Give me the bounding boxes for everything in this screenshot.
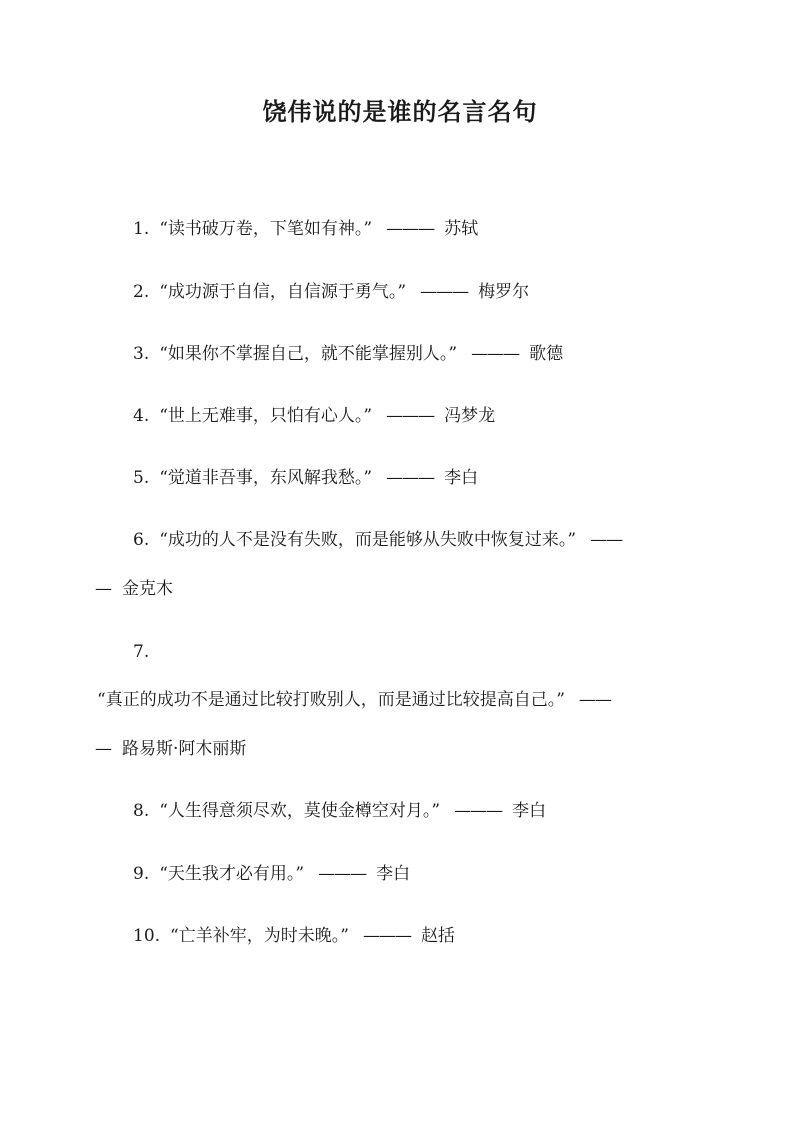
quote-text: “人生得意须尽欢，莫使金樽空对月。” (159, 801, 441, 821)
quote-item-1 (133, 217, 478, 241)
quote-item-5 (133, 466, 478, 490)
quote-number: 1. (133, 219, 150, 239)
quote-item-6-continuation (95, 577, 173, 601)
quote-author: 歌德 (529, 344, 564, 364)
page-title: 饶伟说的是谁的名言名句 (262, 97, 538, 126)
quote-item-7-text-line (97, 688, 621, 712)
quote-dash: ——— (362, 926, 411, 946)
quote-dash-part2: — (95, 739, 112, 759)
quote-dash-part2: — (95, 579, 112, 599)
quote-item-8 (133, 799, 546, 823)
quote-text: “世上无难事，只怕有心人。” (159, 406, 373, 426)
quote-number: 2. (133, 282, 150, 302)
quote-number: 10. (133, 926, 161, 946)
quote-text: “成功的人不是没有失败，而是能够从失败中恢复过来。” (159, 530, 577, 550)
quote-text: “如果你不掌握自己，就不能掌握别人。” (159, 344, 458, 364)
quote-number: 6. (133, 530, 150, 550)
quote-dash: ——— (471, 344, 520, 364)
quote-dash-part1: —— (590, 530, 623, 550)
quote-author: 梅罗尔 (478, 282, 530, 302)
quote-number: 5. (133, 468, 150, 488)
quote-dash: ——— (420, 282, 469, 302)
quote-text: “真正的成功不是通过比较打败别人，而是通过比较提高自己。” (97, 690, 565, 710)
quote-author: 李白 (512, 801, 547, 821)
quote-number: 7. (133, 642, 150, 662)
quote-item-9 (133, 862, 410, 886)
quote-author: 路易斯·阿木丽斯 (122, 739, 247, 759)
quote-author: 李白 (376, 864, 411, 884)
quote-item-6 (133, 528, 632, 552)
quote-author: 冯梦龙 (444, 406, 496, 426)
quote-item-7-continuation (95, 737, 246, 761)
quote-item-3 (133, 342, 563, 366)
quote-author: 苏轼 (444, 219, 479, 239)
quote-number: 8. (133, 801, 150, 821)
quote-item-4 (133, 404, 495, 428)
quote-number: 4. (133, 406, 150, 426)
quote-author: 李白 (444, 468, 479, 488)
quote-dash: ——— (386, 406, 435, 426)
quote-author: 金克木 (122, 579, 173, 599)
quote-item-2 (133, 280, 529, 304)
quote-author: 赵括 (420, 926, 455, 946)
quote-dash-part1: —— (578, 690, 611, 710)
quote-text: “觉道非吾事，东风解我愁。” (159, 468, 373, 488)
quote-dash: ——— (454, 801, 503, 821)
quote-text: “读书破万卷，下笔如有神。” (159, 219, 373, 239)
quote-dash: ——— (318, 864, 367, 884)
quote-number: 3. (133, 344, 150, 364)
quote-dash: ——— (386, 468, 435, 488)
quote-number: 9. (133, 864, 150, 884)
quote-item-10 (133, 924, 455, 948)
quote-dash: ——— (386, 219, 435, 239)
quote-text: “亡羊补牢，为时未晚。” (170, 926, 349, 946)
quote-item-7 (133, 640, 149, 664)
quote-text: “成功源于自信，自信源于勇气。” (159, 282, 407, 302)
quote-text: “天生我才必有用。” (159, 864, 305, 884)
